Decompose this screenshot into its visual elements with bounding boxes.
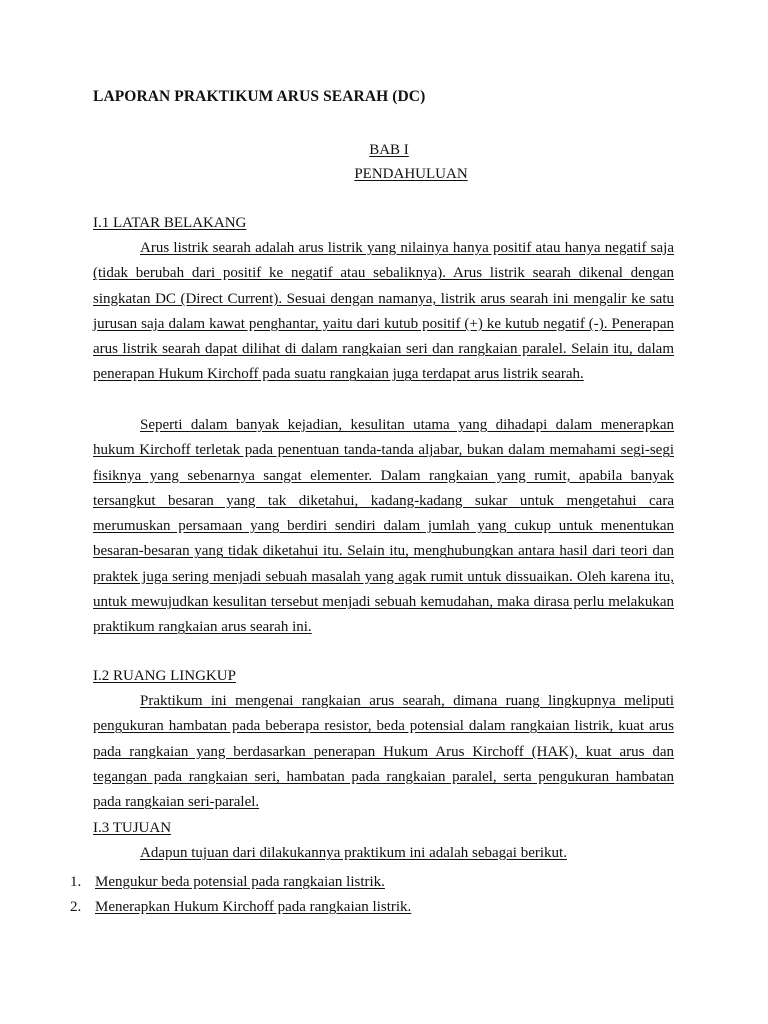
chapter-number-text: BAB I — [369, 142, 409, 158]
list-item-text: Mengukur beda potensial pada rangkaian listrik. — [95, 874, 385, 890]
paragraph-text: Praktikum ini mengenai rangkaian arus searah, dimana ruang lingkupnya meliputi pengukuran hambatan pada beberapa resistor, beda potensial dalam rangkaian listrik, kuat arus pada rangkaian yang berdasarkan penerapan Hukum Arus Kirchoff (HAK), kuat arus dan tegangan pada rangkaian seri, hambatan pada rangkaian paralel, serta pengukuran hambatan pada rangkaian seri-paralel. — [93, 693, 674, 811]
list-item-text: Menerapkan Hukum Kirchoff pada rangkaian listrik. — [95, 899, 412, 915]
section-heading-tujuan: I.3 TUJUAN — [93, 820, 172, 836]
chapter-title — [0, 166, 768, 183]
list-item — [70, 870, 411, 895]
document-title: LAPORAN PRAKTIKUM ARUS SEARAH (DC) — [93, 88, 426, 105]
paragraph-text: Arus listrik searah adalah arus listrik yang nilainya hanya positif atau hanya negatif saja (tidak berubah dari positif ke negatif atau sebaliknya). Arus listrik searah dikenal dengan singkatan DC (Direct Current). Sesuai dengan namanya, listrik arus searah ini mengalir ke satu jurusan saja dalam kawat penghantar, yaitu dari kutub positif (+) ke kutub negatif (-). Penerapan arus listrik searah dapat dilihat di dalam rangkaian seri dan rangkaian paralel. Selain itu, dalam penerapan Hukum Kirchoff pada suatu rangkaian juga terdapat arus listrik searah. — [93, 240, 674, 383]
tujuan-intro-text: Adapun tujuan dari dilakukannya praktikum ini adalah sebagai berikut. — [140, 845, 567, 861]
paragraph-latar-belakang-1 — [93, 236, 674, 388]
paragraph-ruang-lingkup — [93, 689, 674, 815]
tujuan-intro — [93, 845, 567, 862]
section-heading-latar-belakang: I.1 LATAR BELAKANG — [93, 215, 247, 231]
chapter-number — [0, 142, 768, 159]
chapter-title-text: PENDAHULUAN — [354, 166, 468, 182]
paragraph-latar-belakang-2 — [93, 413, 674, 641]
list-item-number: 1. — [70, 874, 82, 890]
list-item — [70, 895, 411, 920]
section-heading-ruang-lingkup: I.2 RUANG LINGKUP — [93, 668, 236, 684]
paragraph-text: Seperti dalam banyak kejadian, kesulitan utama yang dihadapi dalam menerapkan hukum Kirchoff terletak pada penentuan tanda-tanda aljabar, bukan dalam memahami segi-segi fisiknya yang sebenarnya sangat elementer. Dalam rangkaian yang rumit, apabila banyak tersangkut besaran yang tak diketahui, kadang-kadang sukar untuk mengetahui cara merumuskan persamaan yang berdiri sendiri dalam jumlah yang cukup untuk menentukan besaran-besaran yang tidak diketahui itu. Selain itu, menghubungkan antara hasil dari teori dan praktek juga sering menjadi sebuah masalah yang agak rumit untuk dissuaikan. Oleh karena itu, untuk mewujudkan kesulitan tersebut menjadi sebuah kemudahan, maka dirasa perlu melakukan praktikum rangkaian arus searah ini. — [93, 417, 674, 636]
list-item-number: 2. — [70, 899, 82, 915]
tujuan-list — [70, 870, 411, 920]
